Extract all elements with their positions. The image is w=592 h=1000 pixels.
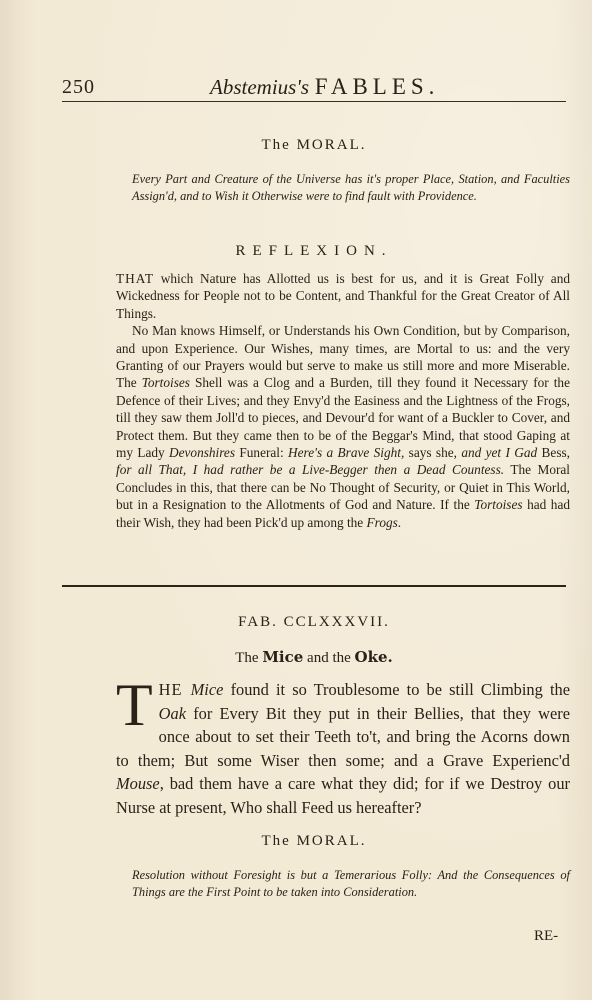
page-number: 250 (62, 76, 95, 98)
fable-title-mice: Mice (262, 648, 304, 666)
reflexion-p2-quote-2: and yet I Gad (461, 445, 538, 461)
moral-text: Every Part and Creature of the Universe has it's proper Place, Station, and Faculties Assign'd, and to Wish it Otherwise were to find fault with Providence. (132, 172, 570, 203)
fable-title-oke: Oke. (354, 648, 393, 666)
reflexion-p2-text-f: The Moral Concludes in this, that there can be No Thought of Security, or Quiet in This World, but in a Resignation to the Allotments of God and Nature. If the (116, 462, 570, 513)
reflexion-p2-tortoises-2: Tortoises (474, 497, 523, 513)
drop-cap: T (116, 672, 153, 738)
reflexion-paragraph-2 (116, 322, 570, 531)
header-rule (62, 101, 566, 102)
reflexion-p2-tortoises: Tortoises (141, 375, 190, 391)
fable-opening: HE (158, 680, 191, 699)
reflexion-p2-text-c: Funeral: (235, 445, 289, 461)
fable-mouse: Mouse (116, 774, 160, 794)
reflexion-p2-devonshire: Devonshires (169, 445, 236, 461)
running-title-author: Abstemius's (210, 75, 309, 99)
fable-oak: Oak (158, 703, 186, 723)
section-rule (62, 585, 566, 587)
fable-title (62, 648, 566, 667)
reflexion-heading: REFLEXION. (235, 243, 393, 259)
running-header (62, 74, 566, 100)
reflexion-p1-text: which Nature has Allotted us is best for us, and it is Great Folly and Wickedness for People not to be Content, and Thankful for the Great Creator of All Things. (116, 271, 570, 321)
reflexion-p2-end: . (397, 514, 402, 530)
reflexion-p2-text-e: Bess, (537, 445, 570, 461)
fable-text-a: found it so Troublesome to be still Climbing the (223, 680, 570, 699)
reflexion-p2-quote-1: Here's a Brave Sight, (288, 445, 405, 461)
reflexion-p2-text-g: had had their Wish, they had been Pick'd up among the (116, 497, 571, 530)
catchword: RE- (534, 928, 559, 944)
fable-text-b: for Every Bit they put in their Bellies, that they were once about to set their Teeth to't, and bring the Acorns down to them; But some Wiser then some; and a Grave Experienc'd (116, 703, 570, 770)
moral-heading-2: The MORAL. (261, 833, 367, 849)
running-title-word: FABLES. (314, 74, 440, 99)
reflexion-p2-text-d: says she, (404, 445, 462, 461)
fable-mice: Mice (190, 680, 224, 699)
reflexion-p2-quote-3: for all That, I had rather be a Live-Begger then a Dead Countess. (116, 462, 505, 478)
reflexion-p2-text-a: No Man knows Himself, or Understands his Own Condition, but by Comparison, and upon Experience. Our Wishes, many times, are Mortal to us: and the very Granting of our Prayers would but serve to make us still more and more Miserable. The (116, 323, 570, 391)
moral-text-2: Resolution without Foresight is but a Temerarious Folly: And the Consequences of Things are the First Point to be taken into Consideration. (132, 868, 570, 899)
reflexion-body (116, 270, 570, 531)
fable-text-c: , bad them have a care what they did; for if we Destroy our Nurse at present, Who shall Feed us hereafter? (116, 774, 570, 817)
fable-title-and: and the (303, 650, 355, 666)
fable-number: FAB. CCLXXXVII. (238, 614, 390, 630)
moral-heading: The MORAL. (261, 137, 367, 153)
fable-body (116, 672, 570, 820)
reflexion-opening-word: THAT (116, 271, 154, 286)
fable-title-the: The (235, 650, 263, 666)
reflexion-paragraph-1 (116, 270, 570, 322)
reflexion-p2-text-b: Shell was a Clog and a Burden, till they found it Necessary for the Defence of their Lives; and they Envy'd the Easiness and the Lightness of the Frogs, till they saw them Joll'd to pieces, and Devour'd for want of a Buckler to Cover, and Protect them. But they came then to be of the Beggar's Mind, that stood Gaping at my Lady (116, 375, 570, 461)
reflexion-p2-frogs: Frogs (366, 514, 398, 530)
running-title (210, 74, 439, 100)
